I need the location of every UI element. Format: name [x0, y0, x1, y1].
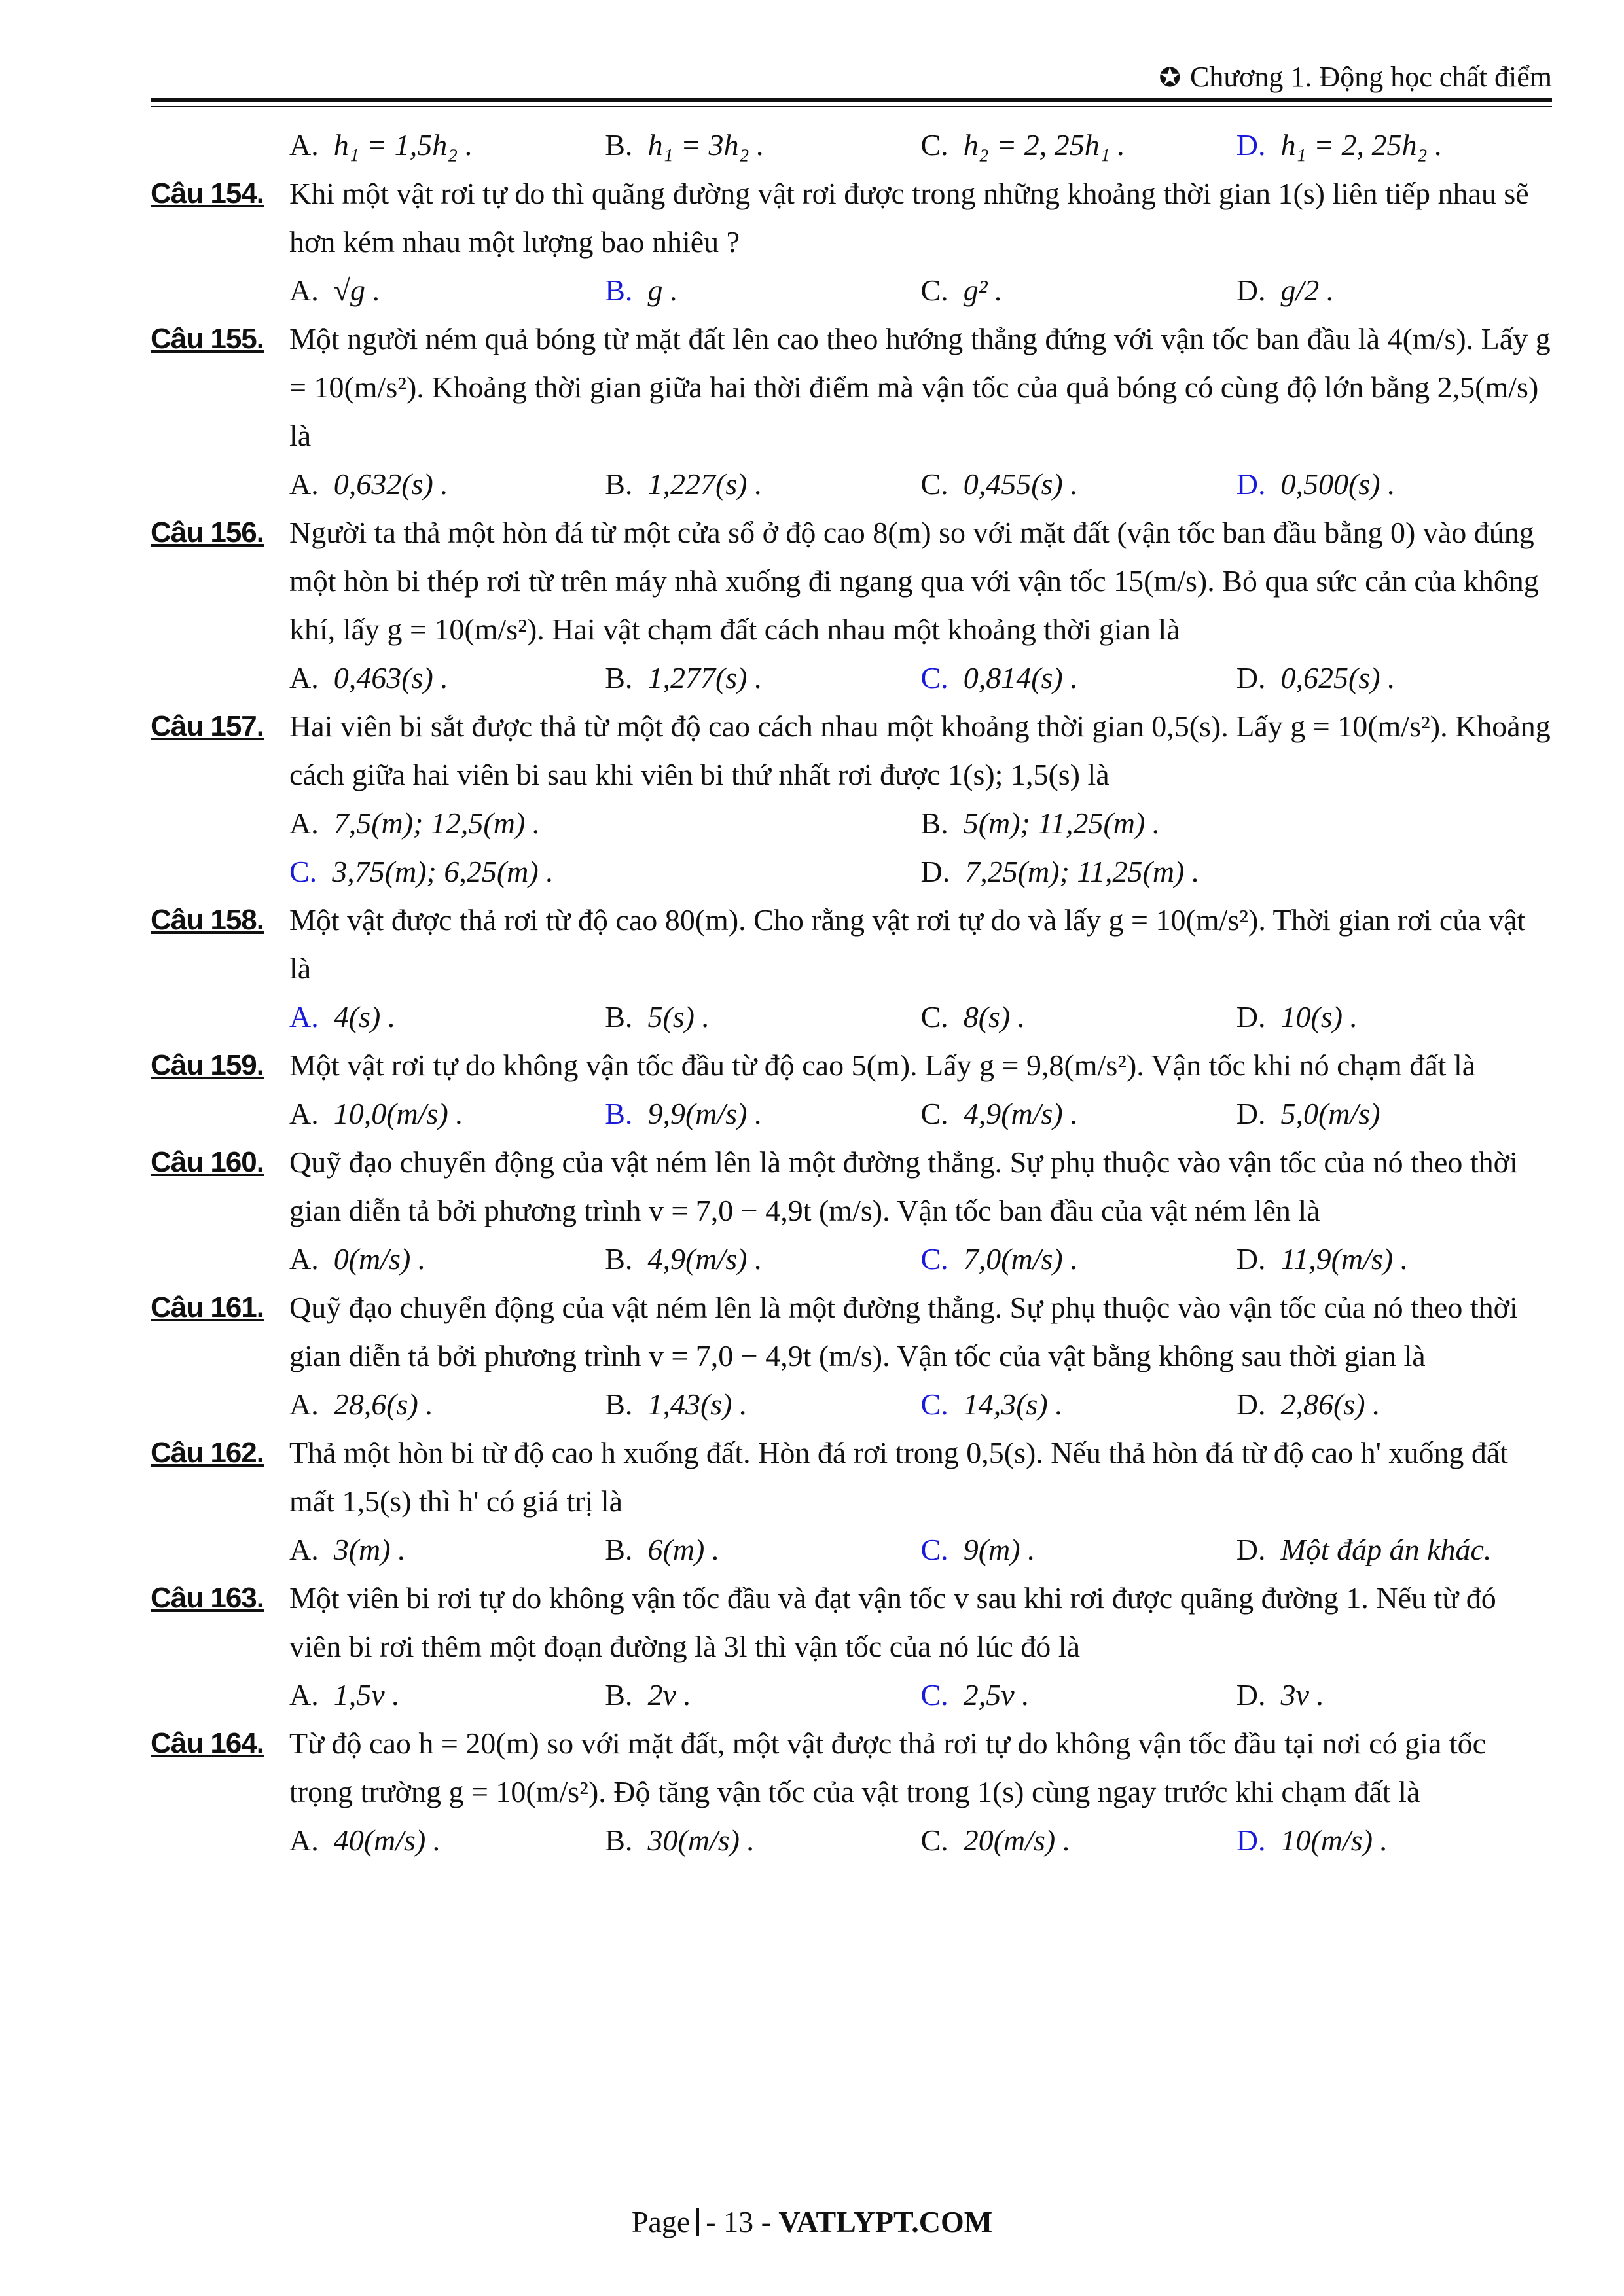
option-letter: B.	[605, 274, 633, 307]
option-letter: A.	[289, 1000, 319, 1033]
footer-divider	[696, 2208, 699, 2236]
option	[289, 848, 921, 896]
option	[605, 654, 920, 702]
chapter-title: Chương 1. Động học chất điểm	[1189, 61, 1552, 93]
question-number: Câu 154.	[151, 177, 264, 209]
question-text: Một vật được thả rơi từ độ cao 80(m). Cho rằng vật rơi tự do và lấy g = 10(m/s²). Thời gian rơi của vật là	[289, 903, 1526, 985]
option-letter: A.	[289, 1678, 319, 1712]
option-value: 0,500(s) .	[1280, 467, 1396, 501]
question-text: Quỹ đạo chuyển động của vật ném lên là một đường thẳng. Sự phụ thuộc vào vận tốc của nó theo thời gian diễn tả bởi phương trình v = 7,0 − 4,9t (m/s). Vận tốc ban đầu của vật ném lên là	[289, 1145, 1518, 1227]
option-letter: A.	[289, 1242, 319, 1276]
option-letter: B.	[605, 1533, 633, 1566]
option-value: 0,814(s) .	[963, 661, 1078, 694]
question-number: Câu 159.	[151, 1049, 264, 1081]
question-number: Câu 163.	[151, 1582, 264, 1614]
option	[1236, 1671, 1552, 1719]
option	[1236, 1235, 1552, 1283]
option	[1236, 1816, 1552, 1865]
option-value: √g .	[333, 274, 380, 307]
option-value: 0(m/s) .	[333, 1242, 426, 1276]
question	[151, 1138, 1552, 1283]
option	[289, 1380, 605, 1429]
option	[605, 460, 920, 509]
option-letter: B.	[605, 661, 633, 694]
question	[151, 315, 1552, 509]
option	[605, 1671, 920, 1719]
option-letter: C.	[920, 1388, 948, 1421]
answer-options	[289, 1380, 1552, 1429]
question-number: Câu 160.	[151, 1146, 264, 1178]
option-letter: D.	[1236, 1242, 1266, 1276]
option-letter: C.	[920, 1823, 948, 1857]
question-number: Câu 157.	[151, 710, 264, 742]
site-brand: VATLYPT.COM	[778, 2205, 993, 2238]
option-letter: A.	[289, 661, 319, 694]
option-value: 28,6(s) .	[333, 1388, 433, 1421]
option-letter: B.	[605, 128, 633, 162]
option-letter: B.	[605, 1242, 633, 1276]
question	[151, 1429, 1552, 1574]
option-value: h₁ = 2, 25h₂ .	[1280, 128, 1443, 162]
carryover-options	[151, 121, 1552, 170]
option-letter: D.	[1236, 274, 1266, 307]
question	[151, 1574, 1552, 1719]
option	[605, 1526, 920, 1574]
option	[289, 1090, 605, 1138]
question	[151, 1041, 1552, 1138]
option-letter: C.	[920, 1533, 948, 1566]
option-value: 20(m/s) .	[963, 1823, 1071, 1857]
option-letter: D.	[1236, 1388, 1266, 1421]
option	[605, 1380, 920, 1429]
option-letter: B.	[605, 1097, 633, 1130]
option-letter: C.	[920, 467, 948, 501]
option-letter: D.	[1236, 128, 1266, 162]
option-value: 4(s) .	[333, 1000, 396, 1033]
option	[921, 993, 1236, 1041]
option-value: h₁ = 3h₂ .	[647, 128, 765, 162]
option-letter: C.	[920, 661, 948, 694]
option-letter: D.	[1236, 1823, 1266, 1857]
option-value: 10(m/s) .	[1280, 1823, 1388, 1857]
option-letter: A.	[289, 128, 319, 162]
option-value: Một đáp án khác.	[1280, 1533, 1492, 1566]
option-value: 9,9(m/s) .	[647, 1097, 763, 1130]
option	[605, 1235, 920, 1283]
answer-options	[289, 460, 1552, 509]
option-letter: A.	[289, 467, 319, 501]
question-text: Người ta thả một hòn đá từ một cửa sổ ở độ cao 8(m) so với mặt đất (vận tốc ban đầu bằng 0) vào đúng một hòn bi thép rơi từ trên máy nhà xuống đi ngang qua với vận tốc 15(m/s). Bỏ qua sức cản của không khí, lấy g = 10(m/s²). Hai vật chạm đất cách nhau một khoảng thời gian là	[289, 516, 1539, 646]
option-letter: D.	[1236, 1000, 1266, 1033]
question-text: Từ độ cao h = 20(m) so với mặt đất, một vật được thả rơi tự do không vận tốc đầu tại nơi có gia tốc trọng trường g = 10(m/s²). Độ tăng vận tốc của vật trong 1(s) cùng ngay trước khi chạm đất là	[289, 1727, 1487, 1808]
answer-options	[289, 799, 1552, 896]
question-text: Quỹ đạo chuyển động của vật ném lên là một đường thẳng. Sự phụ thuộc vào vận tốc của nó theo thời gian diễn tả bởi phương trình v = 7,0 − 4,9t (m/s). Vận tốc của vật bằng không sau thời gian là	[289, 1291, 1518, 1372]
option	[289, 1526, 605, 1574]
option-value: 2v .	[647, 1678, 691, 1712]
option	[605, 266, 920, 315]
question-number: Câu 161.	[151, 1291, 264, 1323]
option	[289, 460, 605, 509]
option-letter: A.	[289, 1823, 319, 1857]
option-letter: A.	[289, 806, 319, 840]
option	[1236, 1380, 1552, 1429]
question	[151, 702, 1552, 896]
option-value: h₂ = 2, 25h₁ .	[963, 128, 1125, 162]
question-number: Câu 162.	[151, 1437, 264, 1469]
option	[289, 1671, 605, 1719]
option-value: g/2 .	[1280, 274, 1335, 307]
option-letter: A.	[289, 1388, 319, 1421]
option-value: 3v .	[1280, 1678, 1324, 1712]
option-value: 6(m) .	[647, 1533, 720, 1566]
option-letter: C.	[920, 128, 948, 162]
option-letter: A.	[289, 1533, 319, 1566]
option	[605, 1090, 920, 1138]
option-letter: C.	[920, 1000, 948, 1033]
option-value: g² .	[963, 274, 1003, 307]
option-value: 8(s) .	[963, 1000, 1026, 1033]
page-footer	[0, 2204, 1624, 2239]
option	[921, 848, 1553, 896]
question-number: Câu 158.	[151, 904, 264, 936]
question	[151, 170, 1552, 315]
option-letter: B.	[605, 1678, 633, 1712]
option	[1236, 121, 1552, 170]
option-letter: C.	[920, 274, 948, 307]
answer-options	[289, 993, 1552, 1041]
option-value: g .	[647, 274, 678, 307]
option	[289, 1816, 605, 1865]
option-value: 9(m) .	[963, 1533, 1036, 1566]
option-letter: D.	[1236, 661, 1266, 694]
option	[289, 1235, 605, 1283]
option-value: 5(s) .	[647, 1000, 710, 1033]
question-text: Một vật rơi tự do không vận tốc đầu từ độ cao 5(m). Lấy g = 9,8(m/s²). Vận tốc khi nó chạm đất là	[289, 1049, 1476, 1082]
answer-options	[289, 1526, 1552, 1574]
option-letter: B.	[605, 467, 633, 501]
option-value: 5,0(m/s)	[1280, 1097, 1380, 1130]
star-icon: ✪	[1159, 63, 1181, 92]
question-number: Câu 155.	[151, 323, 264, 355]
option	[1236, 1526, 1552, 1574]
option-letter: C.	[920, 1097, 948, 1130]
question	[151, 1719, 1552, 1865]
option	[921, 1380, 1236, 1429]
option	[921, 654, 1236, 702]
option	[1236, 266, 1552, 315]
option	[921, 1671, 1236, 1719]
option-value: 1,227(s) .	[647, 467, 763, 501]
option-value: 30(m/s) .	[647, 1823, 755, 1857]
option	[1236, 993, 1552, 1041]
option-value: 1,277(s) .	[647, 661, 763, 694]
option-letter: D.	[1236, 1097, 1266, 1130]
option	[289, 799, 921, 848]
option-value: 14,3(s) .	[963, 1388, 1063, 1421]
option	[605, 993, 920, 1041]
header-rule-thin	[151, 106, 1552, 107]
option-letter: D.	[1236, 1678, 1266, 1712]
option-value: 2,86(s) .	[1280, 1388, 1380, 1421]
option	[1236, 460, 1552, 509]
question-text: Thả một hòn bi từ độ cao h xuống đất. Hòn đá rơi trong 0,5(s). Nếu thả hòn đá từ độ cao h' xuống đất mất 1,5(s) thì h' có giá trị là	[289, 1436, 1509, 1518]
option	[605, 121, 920, 170]
question-text: Một viên bi rơi tự do không vận tốc đầu và đạt vận tốc v sau khi rơi được quãng đường 1. Nếu từ đó viên bi rơi thêm một đoạn đường là 3l thì vận tốc của nó lúc đó là	[289, 1581, 1496, 1663]
question-number: Câu 156.	[151, 516, 264, 548]
answer-options	[289, 1816, 1552, 1865]
answer-options	[289, 1671, 1552, 1719]
answer-options	[289, 266, 1552, 315]
option-value: 7,5(m); 12,5(m) .	[333, 806, 541, 840]
option-letter: D.	[1236, 467, 1266, 501]
option	[921, 121, 1236, 170]
option	[289, 654, 605, 702]
page-number: - 13 -	[706, 2205, 771, 2238]
option	[921, 1235, 1236, 1283]
option-value: 1,5v .	[333, 1678, 400, 1712]
option-letter: D.	[1236, 1533, 1266, 1566]
option-value: 10,0(m/s) .	[333, 1097, 463, 1130]
question-text: Một người ném quả bóng từ mặt đất lên cao theo hướng thẳng đứng với vận tốc ban đầu là 4(m/s). Lấy g = 10(m/s²). Khoảng thời gian giữa hai thời điểm mà vận tốc của quả bóng có cùng độ lớn bằng 2,5(m/s) là	[289, 322, 1551, 452]
option-letter: A.	[289, 1097, 319, 1130]
option-value: 10(s) .	[1280, 1000, 1358, 1033]
option-letter: A.	[289, 274, 319, 307]
option-value: 11,9(m/s) .	[1280, 1242, 1409, 1276]
header-rule-thick	[151, 98, 1552, 102]
option-letter: C.	[920, 1242, 948, 1276]
option	[921, 1526, 1236, 1574]
option-letter: B.	[605, 1823, 633, 1857]
option-letter: B.	[920, 806, 948, 840]
option-value: 3,75(m); 6,25(m) .	[332, 855, 554, 888]
option-value: 5(m); 11,25(m) .	[963, 806, 1161, 840]
question-text: Hai viên bi sắt được thả từ một độ cao cách nhau một khoảng thời gian 0,5(s). Lấy g = 10(m/s²). Khoảng cách giữa hai viên bi sau khi viên bi thứ nhất rơi được 1(s); 1,5(s) là	[289, 709, 1551, 791]
option	[921, 460, 1236, 509]
option	[921, 799, 1553, 848]
option	[289, 266, 605, 315]
answer-options	[289, 1235, 1552, 1283]
option-value: 4,9(m/s) .	[647, 1242, 763, 1276]
option	[1236, 1090, 1552, 1138]
option-letter: C.	[289, 855, 317, 888]
option	[289, 993, 605, 1041]
option-value: 0,455(s) .	[963, 467, 1078, 501]
option	[921, 266, 1236, 315]
option-value: h₁ = 1,5h₂ .	[333, 128, 473, 162]
question-text: Khi một vật rơi tự do thì quãng đường vật rơi được trong những khoảng thời gian 1(s) liên tiếp nhau sẽ hơn kém nhau một lượng bao nhiêu ?	[289, 177, 1529, 259]
option-value: 4,9(m/s) .	[963, 1097, 1078, 1130]
option-value: 1,43(s) .	[647, 1388, 748, 1421]
option	[1236, 654, 1552, 702]
question-list	[151, 121, 1552, 1865]
option-letter: D.	[920, 855, 950, 888]
option-value: 40(m/s) .	[333, 1823, 441, 1857]
question	[151, 1283, 1552, 1429]
question-number: Câu 164.	[151, 1727, 264, 1759]
option-value: 7,25(m); 11,25(m) .	[965, 855, 1200, 888]
option-value: 0,463(s) .	[333, 661, 448, 694]
option-value: 0,625(s) .	[1280, 661, 1396, 694]
answer-options	[289, 654, 1552, 702]
option-letter: C.	[920, 1678, 948, 1712]
option-letter: B.	[605, 1000, 633, 1033]
option	[921, 1816, 1236, 1865]
option	[289, 121, 605, 170]
option-value: 3(m) .	[333, 1533, 406, 1566]
option-value: 0,632(s) .	[333, 467, 448, 501]
question	[151, 896, 1552, 1041]
option	[605, 1816, 920, 1865]
option-value: 2,5v .	[963, 1678, 1030, 1712]
option	[921, 1090, 1236, 1138]
answer-options	[289, 1090, 1552, 1138]
option-letter: B.	[605, 1388, 633, 1421]
page-label: Page	[631, 2205, 691, 2238]
question	[151, 509, 1552, 702]
option-value: 7,0(m/s) .	[963, 1242, 1078, 1276]
